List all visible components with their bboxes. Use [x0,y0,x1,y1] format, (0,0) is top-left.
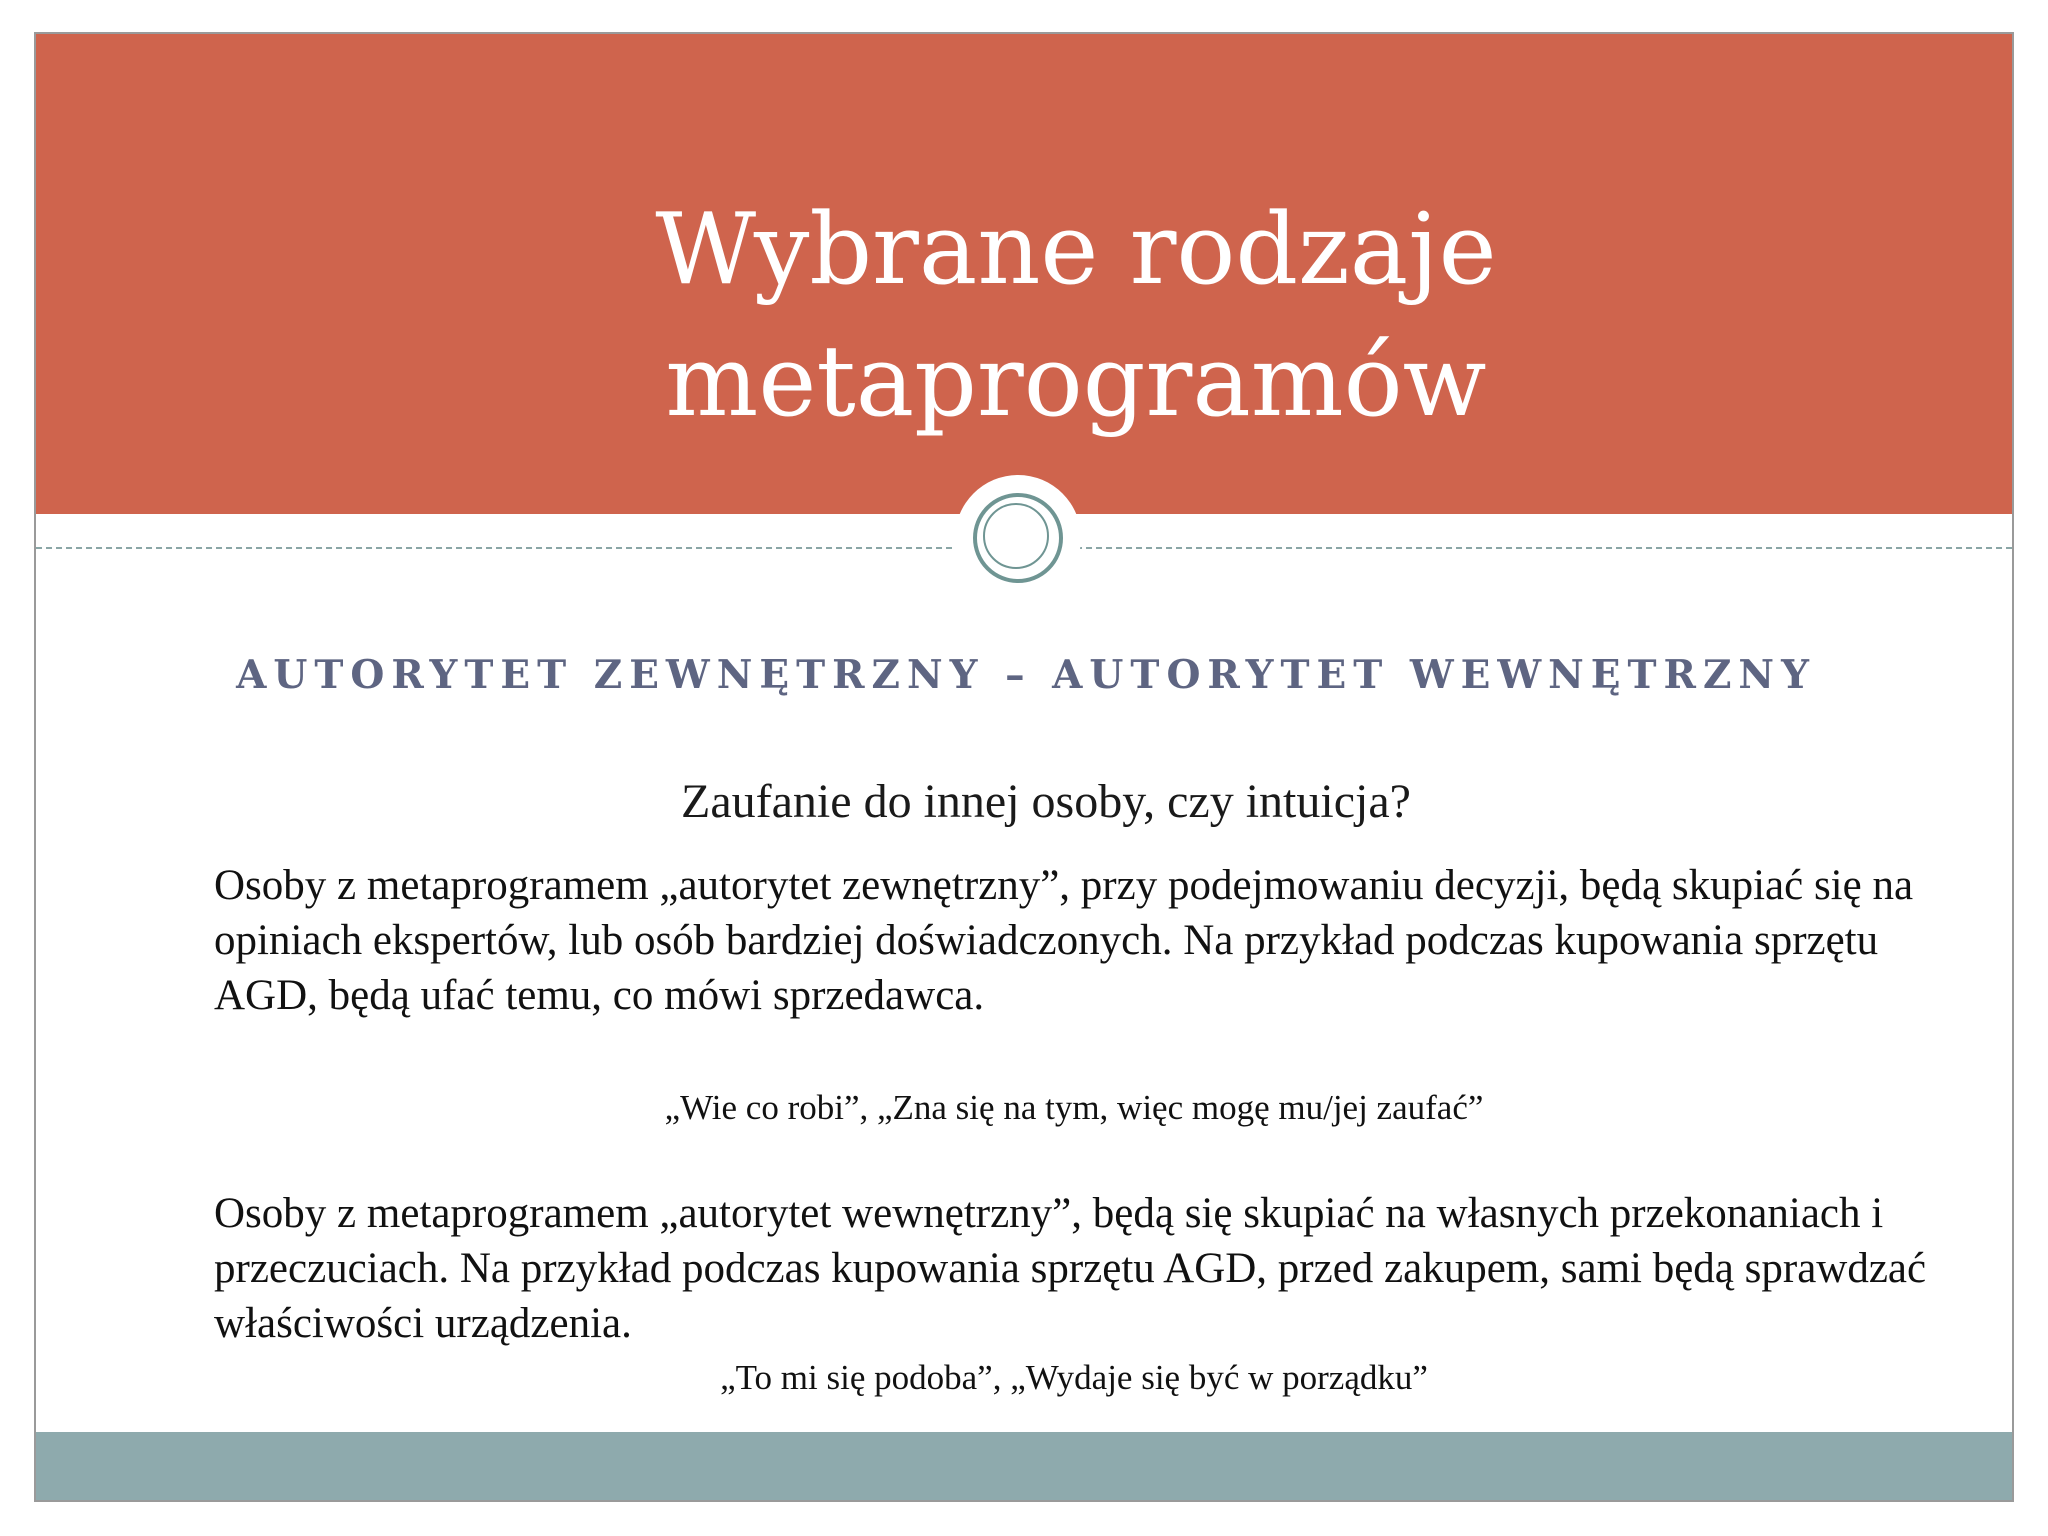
slide-subtitle: AUTORYTET ZEWNĘTRZNY – AUTORYTET WEWNĘTRZNY [236,652,1816,698]
double-ring-icon [973,493,1063,583]
question-text: Zaufanie do innej osoby, czy intuicja? [681,775,1411,828]
quote-external-authority: „Wie co robi”, „Zna się na tym, więc mogę mu/jej zaufać” [664,1088,1484,1127]
slide-title-line-2: metaprogramów [665,325,1487,439]
slide-title [296,184,1856,448]
paragraph-external-authority: Osoby z metaprogramem „autorytet zewnętrzny”, przy podejmowaniu decyzji, będą skupiać się na opiniach ekspertów, lub osób bardziej doświadczonych. Na przykład podczas kupowania sprzętu AGD, będą ufać temu, co mówi sprzedawca. [214,862,1914,1019]
quote-internal-authority: „To mi się podoba”, „Wydaje się być w porządku” [720,1358,1428,1397]
divider-ornament [955,475,1081,601]
paragraph-internal-authority: Osoby z metaprogramem „autorytet wewnętrzny”, będą się skupiać na własnych przekonaniach i przeczuciach. Na przykład podczas kupowania sprzętu AGD, przed zakupem, sami będą sprawdzać właściwości urządzenia. [214,1190,1927,1347]
slide-title-line-1: Wybrane rodzaje [655,193,1497,307]
footer-band [36,1432,2012,1500]
slide [34,32,2014,1502]
title-band [36,34,2012,514]
